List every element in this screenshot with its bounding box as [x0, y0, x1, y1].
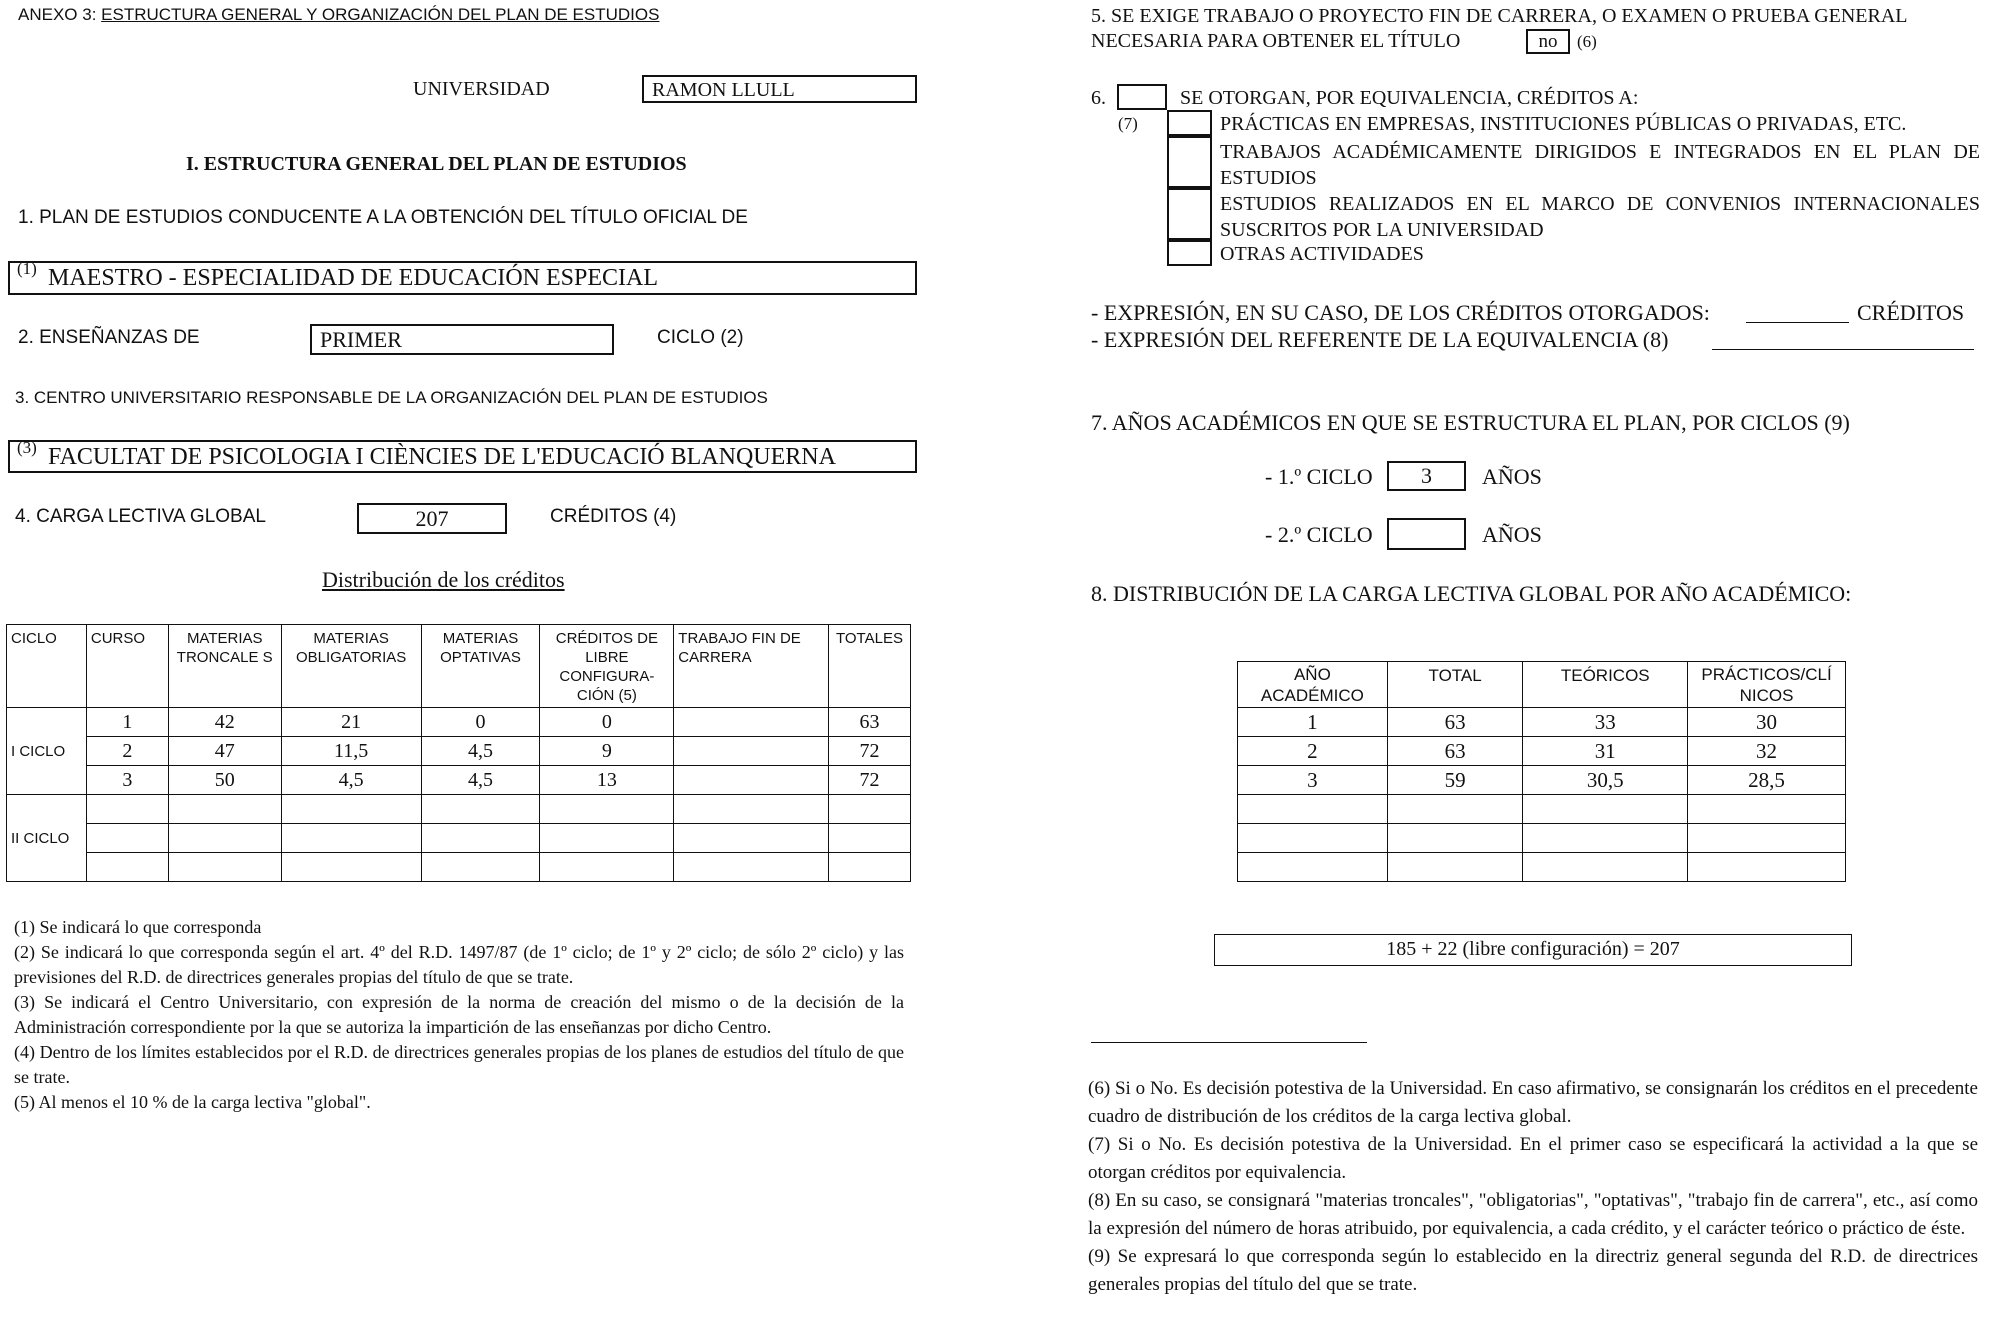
item8-text: 8. DISTRIBUCIÓN DE LA CARGA LECTIVA GLOBAL POR AÑO ACADÉMICO:	[1091, 581, 1852, 606]
title-field	[8, 261, 917, 295]
table-cell: 13	[540, 766, 674, 795]
cycle2-years-unit: AÑOS	[1482, 522, 1542, 547]
table-row	[1238, 795, 1846, 824]
header-practical: PRÁCTICOS/CLÍ NICOS	[1688, 662, 1846, 708]
table-cell	[674, 737, 829, 766]
cycle1-years-value: 3	[1421, 463, 1432, 488]
cycle1-years-field	[1387, 461, 1466, 491]
credits-value: 207	[415, 506, 449, 531]
footnote-3: (3) Se indicará el Centro Universitario, con expresión de la norma de creación del mismo o de la decisión de la Administración correspondiente por la que se autoriza la impartición de las enseñanzas por dicho Centro.	[14, 992, 904, 1037]
table-cell: 28,5	[1688, 766, 1846, 795]
table-cell: 72	[828, 766, 910, 795]
table-cell: 9	[540, 737, 674, 766]
table-cell	[674, 766, 829, 795]
footnote-9: (9) Se expresará lo que corresponda según lo establecido en la directriz general segunda del R.D. de directrices generales propias del título del que se trate.	[1088, 1246, 1978, 1295]
table-row	[1238, 737, 1846, 766]
reference-blank[interactable]	[1712, 349, 1974, 350]
table-row	[7, 766, 911, 795]
item2-suffix: CICLO (2)	[657, 327, 744, 348]
expr-credits-text: - EXPRESIÓN, EN SU CASO, DE LOS CRÉDITOS OTORGADOS:	[1091, 300, 1710, 325]
table-cell: 11,5	[281, 737, 421, 766]
cycle-value: PRIMER	[320, 327, 402, 352]
table-cell: 42	[168, 708, 281, 737]
annex-prefix: ANEXO 3:	[18, 5, 97, 24]
table-cell: 2	[86, 737, 168, 766]
right-notes	[1088, 1075, 1978, 1299]
table-cell: 59	[1387, 766, 1523, 795]
year-header-row	[1238, 662, 1846, 708]
table-cell: 4,5	[421, 737, 540, 766]
title-value: MAESTRO - ESPECIALIDAD DE EDUCACIÓN ESPECIAL	[48, 265, 658, 291]
center-value: FACULTAT DE PSICOLOGIA I CIÈNCIES DE L'EDUCACIÓ BLANQUERNA	[48, 444, 836, 470]
header-totales: TOTALES	[828, 625, 910, 708]
table-cell: 2	[1238, 737, 1388, 766]
option-checkbox-2[interactable]	[1167, 136, 1212, 188]
cycle2-label: II CICLO	[7, 795, 87, 882]
item4-label: 4. CARGA LECTIVA GLOBAL	[15, 506, 266, 527]
footnote-8: (8) En su caso, se consignará "materias troncales", "obligatorias", "optativas", "trabajo fin de carrera", etc., así como la expresión del número de horas atribuido, por equivalencia, a cada crédito, y el carácter teórico o práctico de éste.	[1088, 1190, 1978, 1239]
footnote-separator	[1091, 1042, 1367, 1043]
section-heading: I. ESTRUCTURA GENERAL DEL PLAN DE ESTUDIOS	[186, 153, 687, 175]
final-project-field	[1526, 29, 1570, 54]
center-mark: (3)	[17, 438, 37, 457]
header-ciclo: CICLO	[7, 625, 87, 708]
table-cell: 30	[1688, 708, 1846, 737]
credits-field	[357, 503, 507, 534]
table-row	[7, 853, 911, 882]
distribution-title: Distribución de los créditos	[322, 567, 565, 592]
option-label-1: PRÁCTICAS EN EMPRESAS, INSTITUCIONES PÚBLICAS O PRIVADAS, ETC.	[1220, 113, 1907, 135]
footnote-6: (6) Si o No. Es decisión potestiva de la Universidad. En caso afirmativo, se consignarán los créditos en el precedente cuadro de distribución de los créditos de la carga lectiva global.	[1088, 1078, 1978, 1127]
table-row	[7, 737, 911, 766]
item6-number: 6.	[1091, 87, 1106, 109]
table-row	[7, 708, 911, 737]
item7-text: 7. AÑOS ACADÉMICOS EN QUE SE ESTRUCTURA EL PLAN, POR CICLOS (9)	[1091, 410, 1850, 435]
item6-mark: (7)	[1118, 114, 1138, 133]
table-cell: 63	[1387, 737, 1523, 766]
table-cell: 4,5	[421, 766, 540, 795]
left-notes	[14, 915, 904, 1115]
center-field	[8, 440, 917, 473]
item3-text: 3. CENTRO UNIVERSITARIO RESPONSABLE DE LA ORGANIZACIÓN DEL PLAN DE ESTUDIOS	[15, 388, 768, 407]
table-cell: 30,5	[1523, 766, 1688, 795]
table-cell: 32	[1688, 737, 1846, 766]
table-cell: 63	[828, 708, 910, 737]
table-cell: 1	[86, 708, 168, 737]
equivalence-checkbox[interactable]	[1117, 84, 1167, 110]
table-row	[7, 824, 911, 853]
table-cell: 3	[86, 766, 168, 795]
option-checkbox-3[interactable]	[1167, 188, 1212, 240]
table-cell: 63	[1387, 708, 1523, 737]
table-cell: 3	[1238, 766, 1388, 795]
item1-text: 1. PLAN DE ESTUDIOS CONDUCENTE A LA OBTENCIÓN DEL TÍTULO OFICIAL DE	[18, 207, 748, 228]
table-cell: 72	[828, 737, 910, 766]
table-cell: 0	[421, 708, 540, 737]
expr-credits-unit: CRÉDITOS	[1857, 300, 1965, 325]
table-cell: 1	[1238, 708, 1388, 737]
table-cell	[674, 708, 829, 737]
cycle2-years-field	[1387, 518, 1466, 550]
university-value: RAMON LLULL	[652, 79, 795, 101]
table-cell: 4,5	[281, 766, 421, 795]
cycle1-years-unit: AÑOS	[1482, 464, 1542, 489]
annex-heading	[18, 5, 659, 25]
table-cell: 50	[168, 766, 281, 795]
table-row	[1238, 708, 1846, 737]
option-checkbox-4[interactable]	[1167, 240, 1212, 266]
option-label-3: ESTUDIOS REALIZADOS EN EL MARCO DE CONVENIOS INTERNACIONALES SUSCRITOS POR LA UNIVERSIDAD	[1220, 193, 1980, 241]
expr-ref-text: - EXPRESIÓN DEL REFERENTE DE LA EQUIVALENCIA (8)	[1091, 327, 1669, 352]
option-label-4: OTRAS ACTIVIDADES	[1220, 243, 1424, 265]
table-cell: 21	[281, 708, 421, 737]
annex-title: ESTRUCTURA GENERAL Y ORGANIZACIÓN DEL PLAN DE ESTUDIOS	[101, 5, 660, 24]
footnote-2: (2) Se indicará lo que corresponda según el art. 4º del R.D. 1497/87 (de 1º ciclo; de 1º y 2º ciclo; de sólo 2º ciclo) y las previsiones del R.D. de directrices generales propias del título de que se trate.	[14, 942, 904, 987]
table-row	[1238, 766, 1846, 795]
table-cell: 47	[168, 737, 281, 766]
table-cell: 0	[540, 708, 674, 737]
header-obligatorias: MATERIAS OBLIGATORIAS	[281, 625, 421, 708]
university-label: UNIVERSIDAD	[413, 78, 550, 100]
footnote-4: (4) Dentro de los límites establecidos por el R.D. de directrices generales propias de los planes de estudios del título de que se trate.	[14, 1042, 904, 1087]
year-distribution-table	[1237, 661, 1846, 882]
footnote-5: (5) Al menos el 10 % de la carga lectiva "global".	[14, 1092, 371, 1112]
distribution-header-row	[7, 625, 911, 708]
cycle-field	[310, 324, 614, 355]
item5-line1: 5. SE EXIGE TRABAJO O PROYECTO FIN DE CARRERA, O EXAMEN O PRUEBA GENERAL	[1091, 5, 1908, 27]
title-mark: (1)	[17, 259, 37, 278]
summary-box	[1214, 934, 1852, 966]
table-cell: 31	[1523, 737, 1688, 766]
footnote-1: (1) Se indicará lo que corresponda	[14, 917, 262, 937]
header-trabajo: TRABAJO FIN DE CARRERA	[674, 625, 829, 708]
final-project-value: no	[1538, 31, 1558, 52]
footnote-7: (7) Si o No. Es decisión potestiva de la Universidad. En el primer caso se especificará la actividad a la que se otorgan créditos por equivalencia.	[1088, 1134, 1978, 1183]
cycle2-years-label: - 2.º CICLO	[1265, 522, 1373, 547]
summary-text: 185 + 22 (libre configuración) = 207	[1386, 938, 1680, 960]
header-curso: CURSO	[86, 625, 168, 708]
item2-label: 2. ENSEÑANZAS DE	[18, 327, 200, 348]
header-theoretical: TEÓRICOS	[1523, 662, 1688, 708]
table-row	[1238, 824, 1846, 853]
option-label-2: TRABAJOS ACADÉMICAMENTE DIRIGIDOS E INTEGRADOS EN EL PLAN DE ESTUDIOS	[1220, 141, 1980, 189]
credits-blank[interactable]	[1746, 322, 1849, 323]
header-year: AÑO ACADÉMICO	[1238, 662, 1388, 708]
header-troncales: MATERIAS TRONCALE S	[168, 625, 281, 708]
university-field	[642, 75, 917, 103]
option-checkbox-1[interactable]	[1167, 110, 1212, 136]
distribution-table	[6, 624, 911, 882]
item4-suffix: CRÉDITOS (4)	[550, 506, 677, 527]
item6-heading: SE OTORGAN, POR EQUIVALENCIA, CRÉDITOS A:	[1180, 87, 1639, 109]
cycle1-years-label: - 1.º CICLO	[1265, 464, 1373, 489]
item5-line2: NECESARIA PARA OBTENER EL TÍTULO	[1091, 30, 1461, 52]
table-cell: 33	[1523, 708, 1688, 737]
header-optativas: MATERIAS OPTATIVAS	[421, 625, 540, 708]
table-row	[7, 795, 911, 824]
header-libre: CRÉDITOS DE LIBRE CONFIGURA-CIÓN (5)	[540, 625, 674, 708]
item5-mark: (6)	[1577, 32, 1597, 51]
header-total: TOTAL	[1387, 662, 1523, 708]
table-row	[1238, 853, 1846, 882]
cycle1-label: I CICLO	[7, 708, 87, 795]
